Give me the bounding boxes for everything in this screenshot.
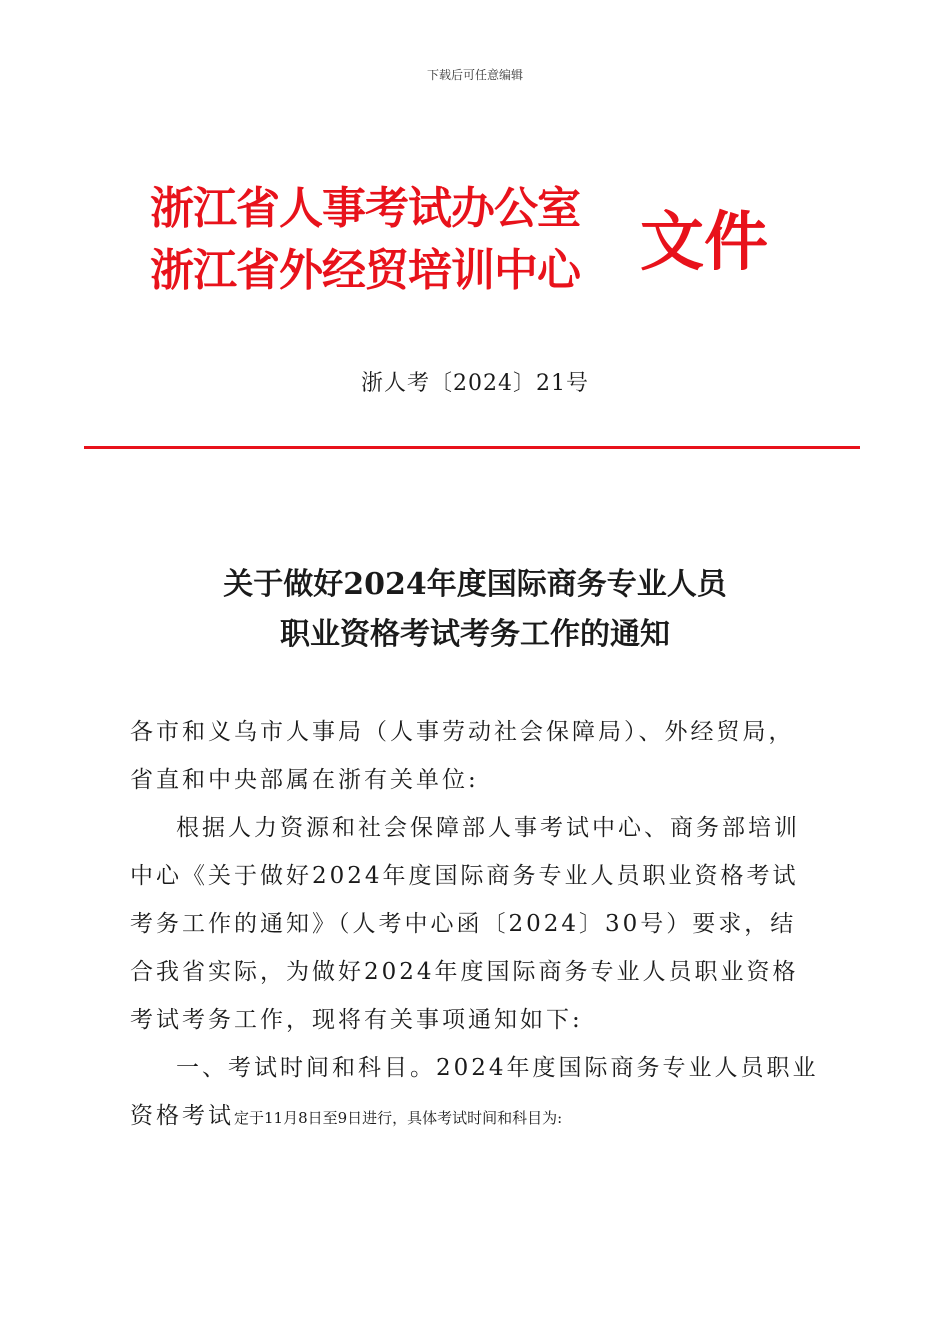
addressee-paragraph: 各市和义乌市人事局（人事劳动社会保障局）、外经贸局，省直和中央部属在浙有关单位: bbox=[130, 719, 795, 793]
issuer-line-2: 浙江省外经贸培训中心 bbox=[150, 245, 580, 296]
paragraph-2-small-text: 定于11月8日至9日进行，具体考试时间和科目为: bbox=[234, 1109, 563, 1127]
issuer-names bbox=[150, 178, 630, 302]
document-title bbox=[0, 560, 950, 660]
document-body bbox=[130, 708, 820, 1142]
paragraph-2-main-text: 一、考试时间和科目。2024年度国际商务专业人员职业资格考试 bbox=[130, 1055, 819, 1129]
issuer-block bbox=[150, 178, 790, 308]
issuer-line-1: 浙江省人事考试办公室 bbox=[150, 183, 580, 234]
issuer-doc-word: 文件 bbox=[640, 206, 768, 280]
body-paragraph-1: 根据人力资源和社会保障部人事考试中心、商务部培训中心《关于做好2024年度国际商务专业人员职业资格考试考务工作的通知》（人考中心函〔2024〕30号）要求，结合我省实际，为做好2024年度国际商务专业人员职业资格考试考务工作，现将有关事项通知如下: bbox=[130, 815, 800, 1033]
red-divider-rule bbox=[84, 446, 860, 449]
header-note: 下载后可任意编辑 bbox=[426, 68, 523, 82]
doc-number: 浙人考〔2024〕21号 bbox=[361, 371, 589, 396]
title-line-1: 关于做好2024年度国际商务专业人员 bbox=[223, 567, 727, 602]
title-line-2: 职业资格考试考务工作的通知 bbox=[280, 617, 670, 652]
body-paragraph-2 bbox=[130, 1044, 820, 1142]
